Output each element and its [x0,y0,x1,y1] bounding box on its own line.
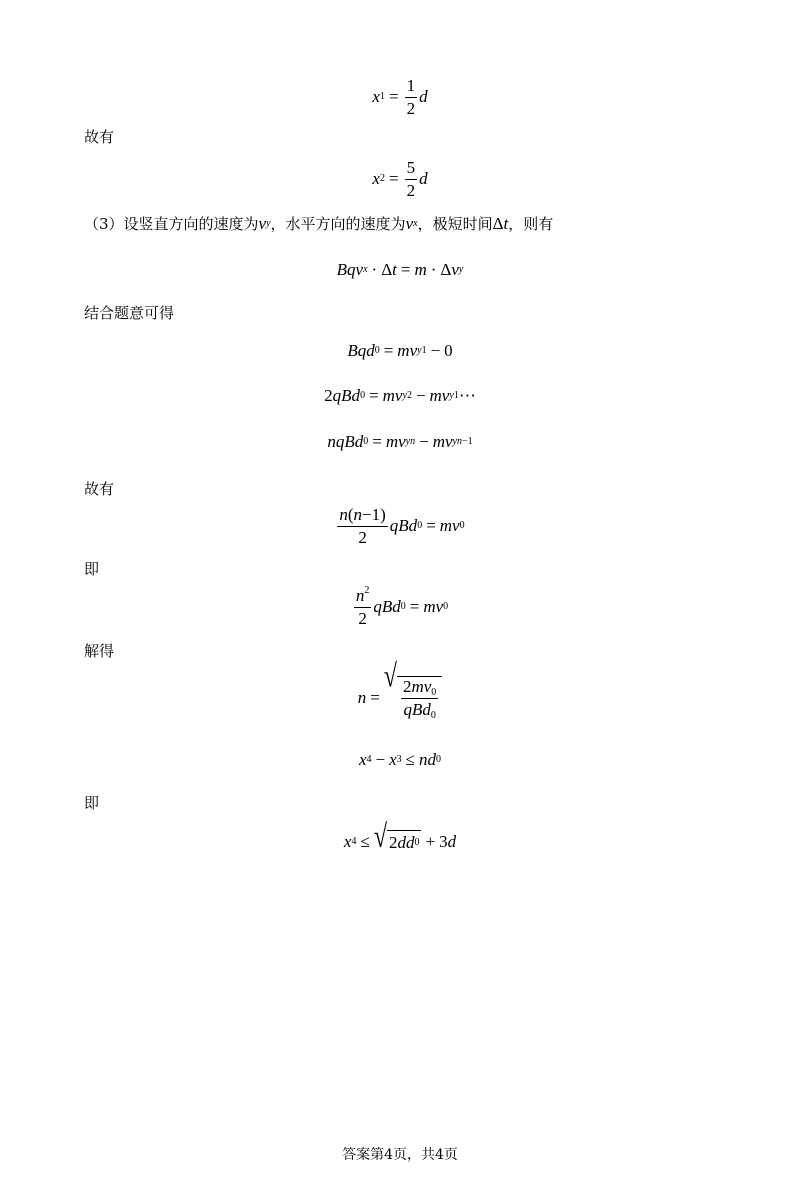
text-therefore-2: 故有 [84,480,115,498]
text-solve: 解得 [84,642,115,660]
equation-x1: x 1 = $\frac{1}{2}$ d [372,76,428,118]
text-ie-1: 即 [84,560,100,578]
equation-step-2: 2 qBd 0 = mv y2 − mv y1 ⋯ [324,386,476,405]
text-combine: 结合题意可得 [84,304,175,322]
equation-impulse: Bqv x · Δ t = m · Δ v y [336,260,464,279]
equation-sum: $\frac{n(n-1)}{2}$ qBd 0 = mv 0 [339,505,465,547]
equation-x2: x 2 = $\frac{5}{2}$ d [372,158,428,200]
page-footer: 答案第4页，共4页 [342,1147,458,1163]
equation-n: n = √ $\frac{2mv_0}{qBd_0}$ [0,676,800,719]
equation-step-1: Bqd 0 = mv y1 − 0 [347,341,453,360]
text-part3-intro: （3）设竖直方向的速度为 v y ，水平方向的速度为 v x ，极短时间Δ t ，则有 [84,214,554,233]
equation-approx: $\frac{n^2}{2}$ qBd 0 = mv 0 [355,585,449,628]
equation-inequality: x 4 − x 3 ≤ nd 0 [358,750,442,769]
text-therefore-1: 故有 [84,128,115,146]
equation-x4: x 4 ≤ √ 2 dd 0 + 3 d [343,820,457,856]
text-ie-2: 即 [84,794,100,812]
equation-step-n: nqBd 0 = mv yn − mv yn−1 [327,432,473,451]
